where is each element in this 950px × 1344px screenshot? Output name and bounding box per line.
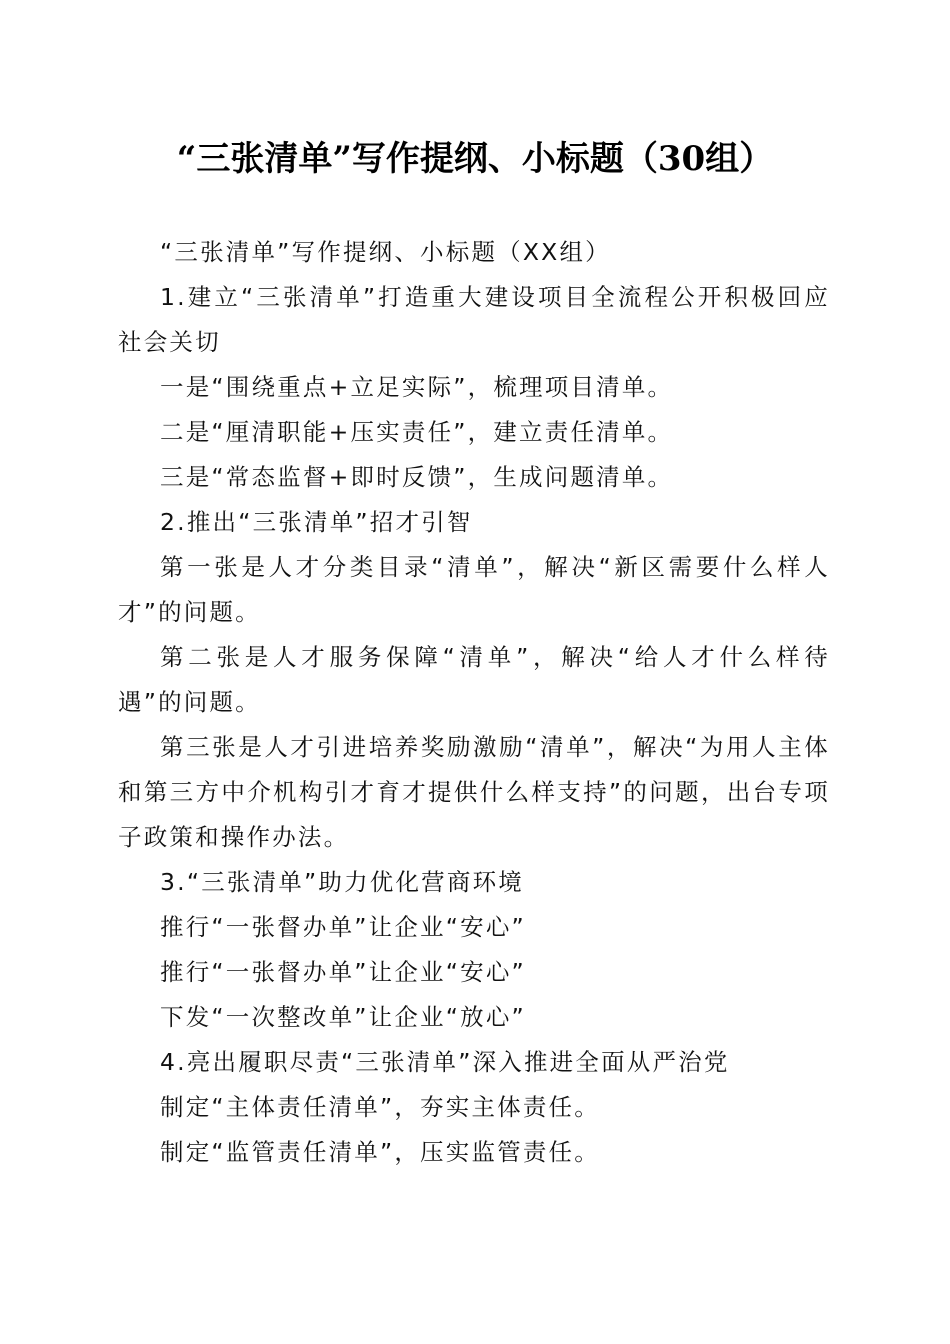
paragraph: 第三张是人才引进培养奖励激励“清单”，解决“为用人主体和第三方中介机构引才育才提供什么样支持”的问题，出台专项子政策和操作办法。 <box>118 733 830 851</box>
paragraph: 制定“监管责任清单”，压实监管责任。 <box>160 1138 600 1166</box>
paragraph: 下发“一次整改单”让企业“放心” <box>160 1003 526 1031</box>
paragraph: 第一张是人才分类目录“清单”，解决“新区需要什么样人才”的问题。 <box>118 553 830 626</box>
document-body <box>118 230 830 1175</box>
paragraph: 三是“常态监督+即时反馈”，生成问题清单。 <box>160 463 674 491</box>
section-heading-1: 1.建立“三张清单”打造重大建设项目全流程公开积极回应社会关切 <box>118 283 830 356</box>
paragraph: 推行“一张督办单”让企业“安心” <box>160 913 526 941</box>
paragraph: 推行“一张督办单”让企业“安心” <box>160 958 526 986</box>
document-title: “三张清单”写作提纲、小标题（30组） <box>176 139 774 179</box>
section-heading-3: 3.“三张清单”助力优化营商环境 <box>160 868 524 896</box>
paragraph: 一是“围绕重点+立足实际”，梳理项目清单。 <box>160 373 674 401</box>
subtitle-paragraph: “三张清单”写作提纲、小标题（XX组） <box>160 238 611 266</box>
paragraph: 制定“主体责任清单”，夯实主体责任。 <box>160 1093 600 1121</box>
paragraph: 第二张是人才服务保障“清单”，解决“给人才什么样待遇”的问题。 <box>118 643 830 716</box>
paragraph: 二是“厘清职能+压实责任”，建立责任清单。 <box>160 418 674 446</box>
section-heading-4: 4.亮出履职尽责“三张清单”深入推进全面从严治党 <box>160 1048 730 1076</box>
section-heading-2: 2.推出“三张清单”招才引智 <box>160 508 473 536</box>
